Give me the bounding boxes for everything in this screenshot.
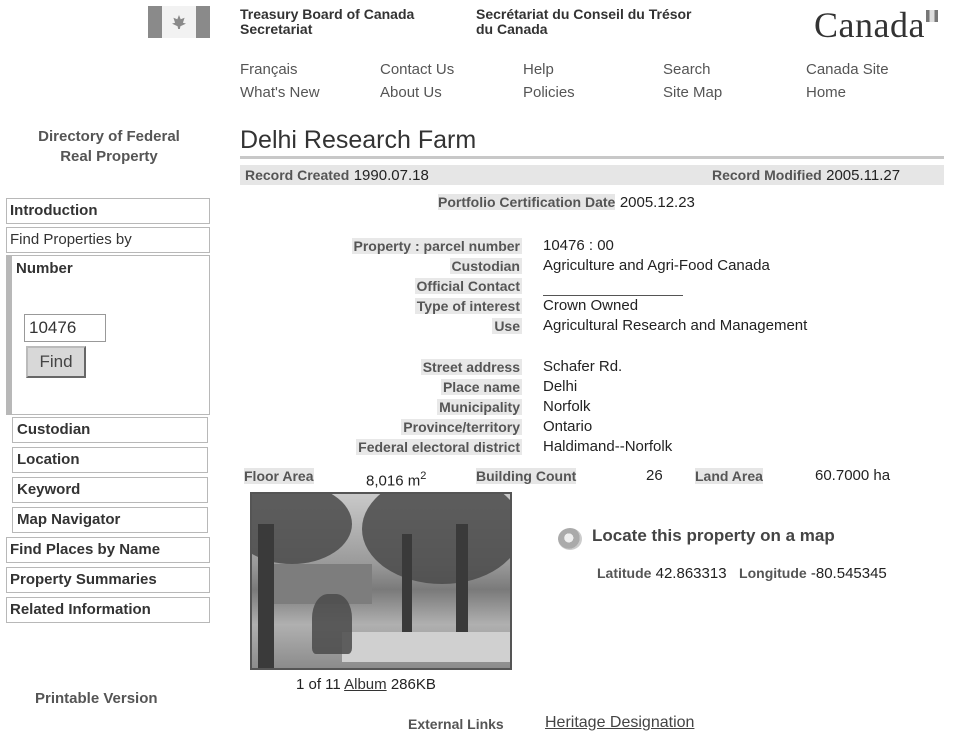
interest-label-text: Type of interest <box>416 298 520 314</box>
province-label <box>401 417 522 437</box>
nav-whats-new[interactable]: What's New <box>240 84 320 101</box>
municipality-label-text: Municipality <box>439 399 520 415</box>
map-globe-icon[interactable] <box>558 528 582 550</box>
sidebar-item-map-navigator[interactable]: Map Navigator <box>12 507 208 533</box>
property-number-input[interactable] <box>24 314 106 342</box>
printable-version-link[interactable]: Printable Version <box>35 690 158 707</box>
record-created-value: 1990.07.18 <box>353 167 429 184</box>
certification-label: Portfolio Certification Date <box>438 194 616 210</box>
nav-policies[interactable]: Policies <box>523 84 575 101</box>
building-count <box>476 465 576 485</box>
longitude-value: -80.545345 <box>810 565 887 582</box>
interest-label <box>415 296 522 316</box>
nav-site-map[interactable]: Site Map <box>663 84 723 101</box>
floor-area <box>244 465 314 485</box>
street-label-text: Street address <box>422 359 520 375</box>
land-area-label: Land Area <box>695 468 763 484</box>
sidebar-item-property-summaries[interactable]: Property Summaries <box>6 567 210 593</box>
property-photo[interactable] <box>250 492 512 670</box>
parcel-value: 10476 : 00 <box>543 237 614 254</box>
sidebar-item-introduction[interactable]: Introduction <box>6 198 210 224</box>
custodian-label <box>450 256 522 276</box>
photo-foliage-right <box>362 492 512 584</box>
flag-mini-icon <box>926 10 938 22</box>
wordmark-text: Canada <box>814 5 925 45</box>
official-contact-label-text: Official Contact <box>416 278 520 294</box>
nav-francais[interactable]: Français <box>240 61 298 78</box>
coordinates <box>597 565 887 582</box>
record-modified <box>712 165 900 185</box>
floor-area-label: Floor Area <box>244 468 314 484</box>
external-links-label: External Links <box>408 716 504 732</box>
floor-area-value <box>366 465 427 490</box>
record-created-label: Record Created <box>245 167 350 183</box>
longitude-label: Longitude <box>739 565 807 581</box>
record-modified-label: Record Modified <box>712 167 822 183</box>
canada-wordmark <box>814 4 938 46</box>
photo-shrub <box>312 594 352 654</box>
place-label-text: Place name <box>442 379 520 395</box>
sidebar-item-find-places[interactable]: Find Places by Name <box>6 537 210 563</box>
land-area-value: 60.7000 ha <box>815 467 891 484</box>
use-label <box>492 316 522 336</box>
nav-help[interactable]: Help <box>523 61 554 78</box>
dept-fr-line1: Secrétariat du Conseil du Trésor <box>476 6 692 22</box>
custodian-label-text: Custodian <box>451 258 520 274</box>
place-label <box>441 377 522 397</box>
land-area <box>695 465 763 485</box>
sidebar-item-location[interactable]: Location <box>12 447 208 473</box>
photo-trunk-mid <box>402 534 412 634</box>
nav-search[interactable]: Search <box>663 61 711 78</box>
nav-canada-site[interactable]: Canada Site <box>806 61 889 78</box>
record-modified-value: 2005.11.27 <box>826 167 901 184</box>
nav-home[interactable]: Home <box>806 84 847 101</box>
certification-value: 2005.12.23 <box>619 194 695 211</box>
record-created <box>245 165 429 185</box>
sidebar-item-find-properties-by: Find Properties by <box>6 227 210 253</box>
nav-contact-us[interactable]: Contact Us <box>380 61 455 78</box>
page-title: Delhi Research Farm <box>240 126 477 154</box>
photo-count: 1 of 11 <box>296 676 341 693</box>
latitude-label: Latitude <box>597 565 652 581</box>
album-link[interactable]: Album <box>344 676 387 693</box>
photo-trunk-right <box>456 524 468 634</box>
heritage-designation-link[interactable]: Heritage Designation <box>545 714 695 731</box>
photo-lawn <box>342 632 512 662</box>
locate-on-map-link[interactable]: Locate this property on a map <box>592 526 835 545</box>
canada-flag-icon <box>148 6 210 38</box>
floor-area-unit-sup: 2 <box>420 470 427 482</box>
municipality-value: Norfolk <box>543 398 591 415</box>
portfolio-certification <box>438 192 695 212</box>
sidebar-item-custodian[interactable]: Custodian <box>12 417 208 443</box>
municipality-label <box>437 397 522 417</box>
district-label <box>356 437 522 457</box>
floor-area-number: 8,016 m <box>366 472 421 490</box>
province-value: Ontario <box>543 418 593 435</box>
parcel-label-text: Property : parcel number <box>353 238 520 254</box>
photo-caption <box>296 676 436 693</box>
dept-en-line2: Secretariat <box>240 21 313 37</box>
title-divider <box>240 156 944 159</box>
dept-fr-line2: du Canada <box>476 21 548 37</box>
photo-trunk-left <box>258 524 274 670</box>
district-label-text: Federal electoral district <box>358 439 520 455</box>
directory-title[interactable] <box>14 127 204 167</box>
province-label-text: Province/territory <box>403 419 520 435</box>
department-name-en <box>240 7 414 37</box>
custodian-value: Agriculture and Agri-Food Canada <box>543 257 770 274</box>
use-label-text: Use <box>494 318 520 334</box>
nav-about-us[interactable]: About Us <box>380 84 442 101</box>
photo-size: 286KB <box>390 676 436 693</box>
sidebar-item-keyword[interactable]: Keyword <box>12 477 208 503</box>
building-count-value: 26 <box>646 467 663 484</box>
dept-en-line1: Treasury Board of Canada <box>240 6 415 22</box>
directory-title-line2: Real Property <box>60 148 158 165</box>
latitude-value: 42.863313 <box>655 565 727 582</box>
street-value: Schafer Rd. <box>543 358 623 375</box>
number-label[interactable]: Number <box>16 260 73 277</box>
find-button[interactable]: Find <box>26 346 86 378</box>
official-contact-value <box>543 276 683 296</box>
department-name-fr <box>476 7 692 37</box>
place-value: Delhi <box>543 378 578 395</box>
official-contact-label <box>415 276 522 296</box>
use-value: Agricultural Research and Management <box>543 317 808 334</box>
directory-title-line1: Directory of Federal <box>38 128 180 145</box>
street-label <box>421 357 522 377</box>
district-value: Haldimand--Norfolk <box>543 438 673 455</box>
interest-value: Crown Owned <box>543 297 639 314</box>
parcel-label <box>352 236 523 256</box>
sidebar-item-related-information[interactable]: Related Information <box>6 597 210 623</box>
building-count-label: Building Count <box>476 468 577 484</box>
